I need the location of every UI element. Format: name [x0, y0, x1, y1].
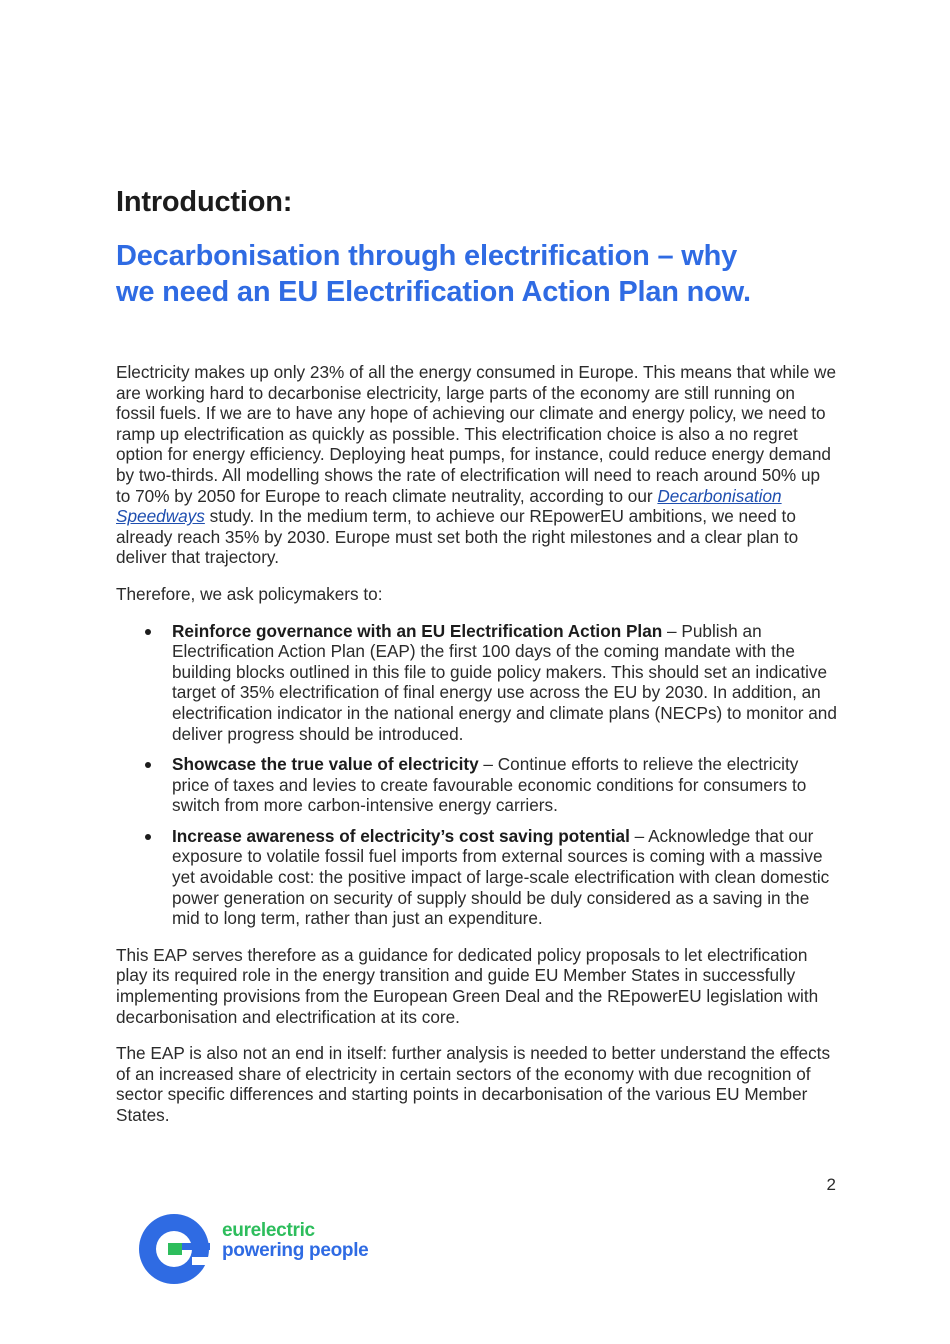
ask-text: – Publish an Electrification Action Plan (EAP) the first 100 days of the coming mandate with the building blocks outlined in this file to guide policy makers. This should set an indicative target of 35% electrification of final energy use across the EU by 2030. In addition, an electrification indicator in the national energy and climate plans (NECPs) to monitor and deliver progress should be introduced. — [172, 620, 837, 744]
bullet-icon — [145, 762, 151, 768]
bullet-icon — [145, 834, 151, 840]
subtitle-line-1: Decarbonisation through electrification – why — [116, 240, 738, 272]
ask-heading: Increase awareness of electricity’s cost saving potential — [172, 825, 630, 846]
eurelectric-logo — [138, 1213, 398, 1288]
section-title: Introduction: — [116, 186, 293, 218]
decarbonisation-speedways-link[interactable]: Decarbonisation Speedways — [116, 485, 782, 527]
ask-text: – Acknowledge that our exposure to volatile fossil fuel imports from external sources is coming with a massive yet avoidable cost: the positive impact of large-scale electrification with clean domestic power generation on security of supply should be duly considered as a saving in the mid to long term, rather than just an expenditure. — [172, 825, 830, 929]
ask-heading: Showcase the true value of electricity — [172, 754, 479, 775]
logo-line-2: powering people — [222, 1240, 369, 1261]
section-subtitle — [116, 238, 836, 310]
ask-heading: Reinforce governance with an EU Electrification Action Plan — [172, 620, 663, 641]
policy-asks-list — [116, 621, 838, 929]
page-number: 2 — [826, 1175, 836, 1194]
ask-intro: Therefore, we ask policymakers to: — [116, 583, 383, 604]
subtitle-line-2: we need an EU Electrification Action Plan now. — [116, 276, 751, 308]
ask-text: – Continue efforts to relieve the electricity price of taxes and levies to create favourable economic conditions for consumers to switch from more carbon-intensive energy carriers. — [172, 754, 807, 816]
paragraph-eap-guidance: This EAP serves therefore as a guidance for dedicated policy proposals to let electrification play its required role in the energy transition and guide EU Member States in successfully implementing provisions from the European Green Deal and the REpowerEU legislation with decarbonisation and electrification at its core. — [116, 944, 819, 1027]
paragraph-eap-analysis: The EAP is also not an end in itself: further analysis is needed to better understand the effects of an increased share of electricity in certain sectors of the economy with due recognition of sector specific differences and starting points in decarbonisation of the various EU Member States. — [116, 1043, 831, 1125]
paragraph-electricity-share — [116, 362, 838, 568]
bullet-icon — [145, 629, 151, 635]
list-item — [172, 754, 838, 816]
paragraph-text: study. In the medium term, to achieve our REpowerEU ambitions, we need to already reach 35% by 2030. Europe must set both the right milestones and a clear plan to deliver that trajectory. — [116, 506, 799, 568]
logo-wordmark — [222, 1221, 368, 1261]
body-text — [116, 362, 838, 1142]
eurelectric-logo-icon — [138, 1213, 210, 1285]
paragraph-text: Electricity makes up only 23% of all the energy consumed in Europe. This means that while we are working hard to decarbonise electricity, large parts of the economy are still running on fossil fuels. If we are to have any hope of achieving our climate and energy policy, we need to ramp up electrification as quickly as possible. This electrification choice is also a no regret option for energy efficiency. Deploying heat pumps, for instance, could reduce energy demand by two-thirds. All modelling shows the rate of electrification will need to reach around 50% up to 70% by 2050 for Europe to reach climate neutrality, according to our — [116, 362, 837, 506]
logo-line-1: eurelectric — [222, 1220, 315, 1241]
list-item — [172, 826, 838, 929]
list-item — [172, 621, 838, 745]
